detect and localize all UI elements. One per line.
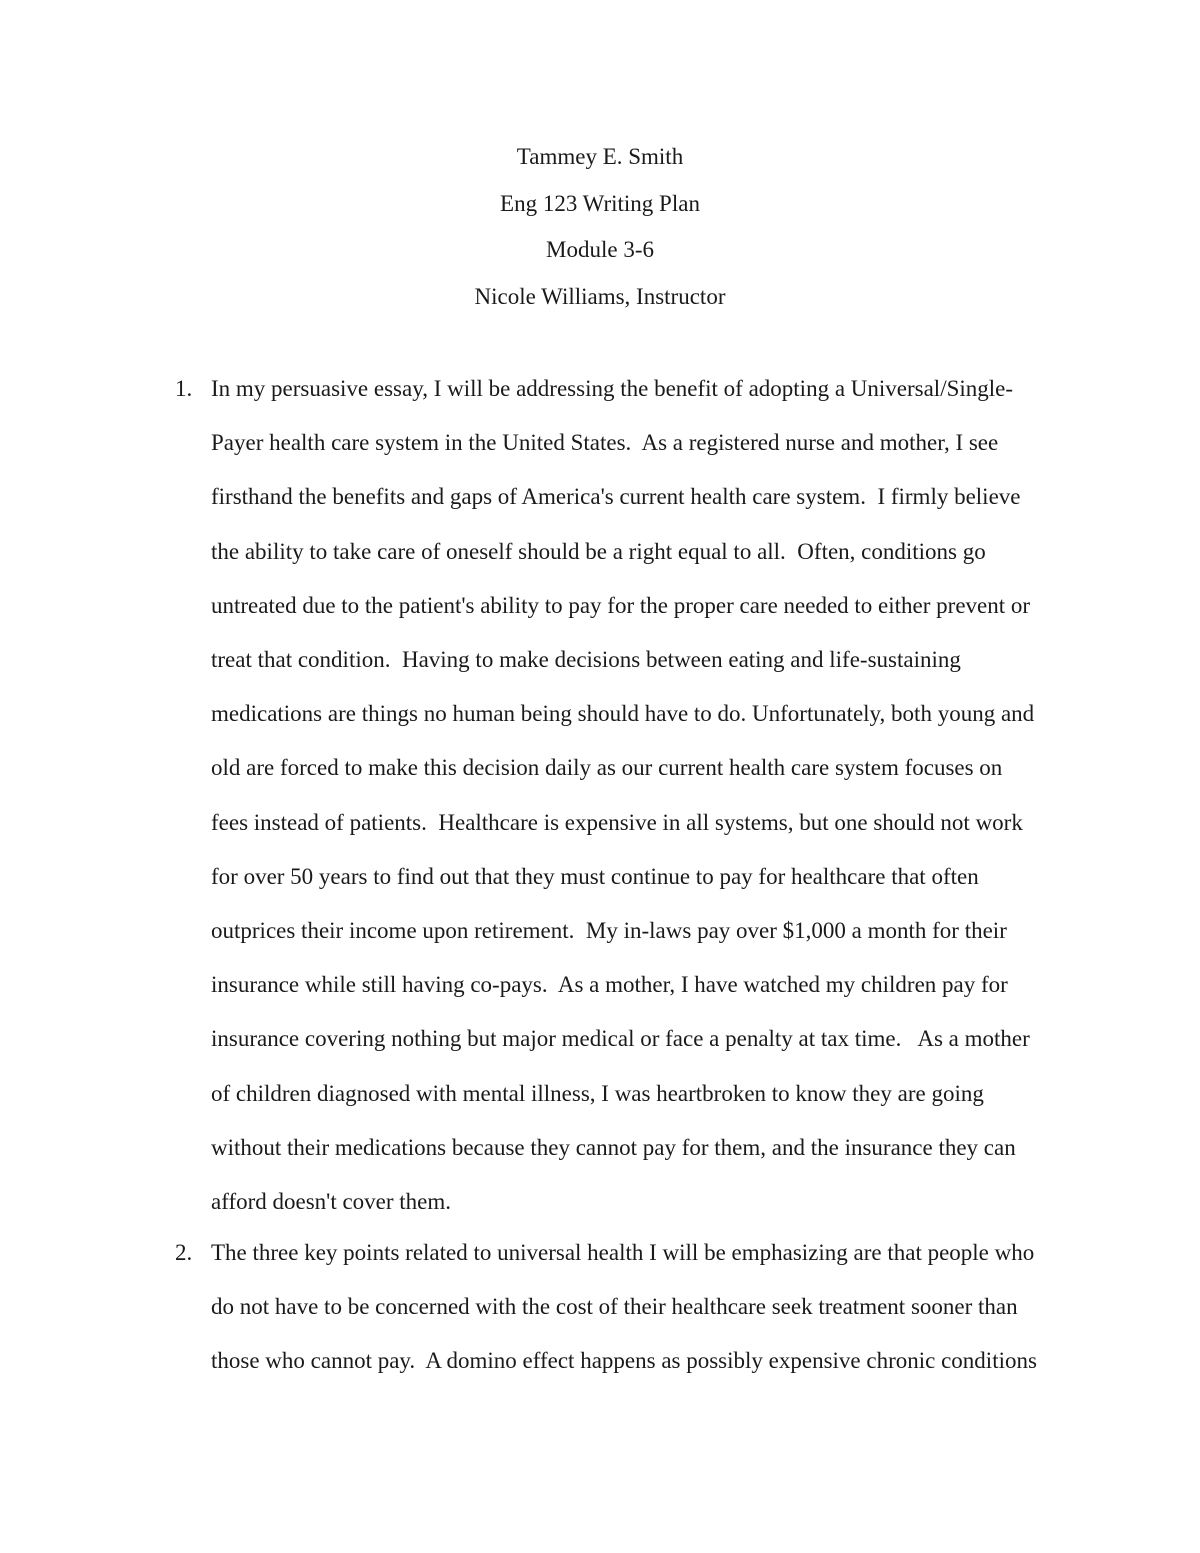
text-line: outprices their income upon retirement. My in-laws pay over $1,000 a month for their — [211, 918, 1007, 944]
list-item-text — [211, 362, 1111, 1229]
text-line: old are forced to make this decision daily as our current health care system focuses on — [211, 755, 1003, 781]
course-title: Eng 123 Writing Plan — [500, 190, 700, 216]
text-line: fees instead of patients. Healthcare is expensive in all systems, but one should not work — [211, 809, 1023, 835]
text-line: of children diagnosed with mental illness, I was heartbroken to know they are going — [211, 1080, 984, 1106]
text-line: treat that condition. Having to make decisions between eating and life-sustaining — [211, 647, 961, 673]
text-line: afford doesn't cover them. — [211, 1189, 452, 1215]
text-line: for over 50 years to find out that they must continue to pay for healthcare that often — [211, 863, 979, 889]
author-name: Tammey E. Smith — [516, 144, 684, 169]
text-line: insurance covering nothing but major medical or face a penalty at tax time. As a mother — [211, 1026, 1030, 1052]
text-line: insurance while still having co-pays. As a mother, I have watched my children pay for — [211, 972, 1008, 998]
text-line: without their medications because they cannot pay for them, and the insurance they can — [211, 1134, 1016, 1160]
instructor-name: Nicole Williams, Instructor — [474, 283, 726, 309]
text-line: those who cannot pay. A domino effect happens as possibly expensive chronic conditions — [211, 1348, 1037, 1374]
text-line: untreated due to the patient's ability to pay for the proper care needed to either prevent or — [211, 592, 1031, 618]
text-line: do not have to be concerned with the cost of their healthcare seek treatment sooner than — [211, 1294, 1018, 1320]
list-item-text — [211, 1226, 1111, 1389]
text-line: the ability to take care of oneself should be a right equal to all. Often, conditions go — [211, 538, 986, 564]
list-item-number: 2. — [175, 1240, 193, 1265]
module-label: Module 3-6 — [546, 237, 654, 262]
document-header — [0, 134, 1200, 320]
text-line: firsthand the benefits and gaps of America's current health care system. I firmly believe — [211, 484, 1021, 510]
text-line: The three key points related to universal health I will be emphasizing are that people who — [211, 1240, 1035, 1265]
text-line: medications are things no human being should have to do. Unfortunately, both young and — [211, 701, 1035, 727]
text-line: In my persuasive essay, I will be addressing the benefit of adopting a Universal/Single- — [211, 376, 1014, 401]
list-item-number: 1. — [175, 376, 193, 401]
text-line: Payer health care system in the United States. As a registered nurse and mother, I see — [211, 430, 999, 456]
